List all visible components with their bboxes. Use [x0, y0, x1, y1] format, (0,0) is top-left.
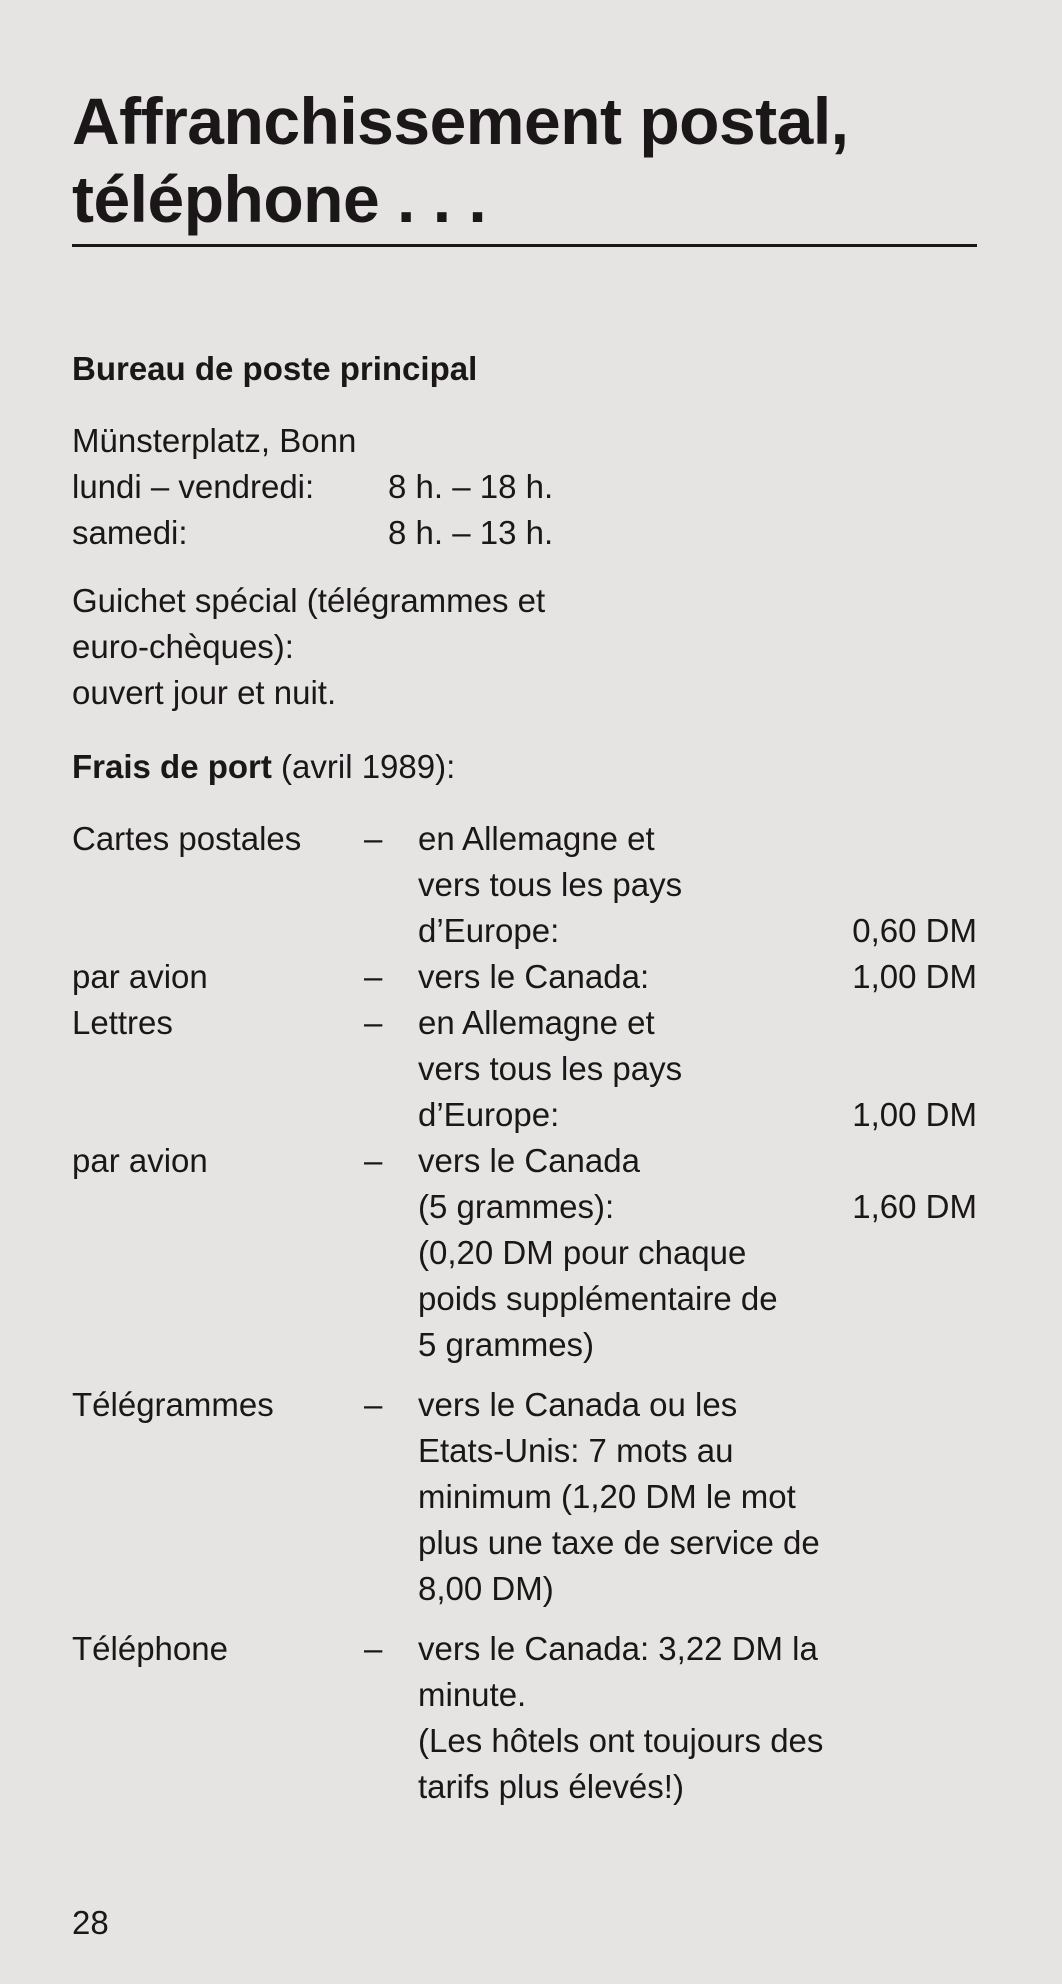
rate-line-text: minimum (1,20 DM le mot [418, 1478, 796, 1515]
rate-line [418, 862, 977, 908]
rate-line-text: 5 grammes) [418, 1326, 595, 1363]
hours-value: 8 h. – 18 h. [388, 468, 554, 505]
rate-line-text: en Allemagne et [418, 1004, 655, 1041]
hours-row [72, 510, 992, 556]
hours-row [72, 464, 992, 510]
rate-dash: – [364, 1004, 383, 1041]
rate-dash: – [364, 820, 383, 857]
rate-line [418, 1184, 977, 1230]
rate-category: par avion [72, 1142, 208, 1179]
rate-line-text: vers le Canada: [418, 958, 650, 995]
rate-line [418, 1276, 977, 1322]
rate-category: Télégrammes [72, 1386, 274, 1423]
rate-description [418, 1138, 977, 1368]
post-office-section [72, 346, 992, 392]
rate-line-text: plus une taxe de service de [418, 1524, 820, 1561]
title-rule [72, 244, 977, 247]
rate-line [418, 1428, 977, 1474]
rate-row [72, 816, 977, 954]
rate-line-text: Etats-Unis: 7 mots au [418, 1432, 734, 1469]
rate-line [418, 1322, 977, 1368]
rate-line [418, 1138, 977, 1184]
rate-line-text: minute. [418, 1676, 527, 1713]
rate-row [72, 1626, 977, 1810]
rate-description [418, 1626, 977, 1810]
rate-line-text: d’Europe: [418, 1096, 560, 1133]
rate-row [72, 954, 977, 1000]
rate-row [72, 1382, 977, 1612]
rate-line-text: poids supplémentaire de [418, 1280, 778, 1317]
special-counter-line: Guichet spécial (télégrammes et [72, 582, 546, 619]
page-number: 28 [72, 1904, 109, 1941]
page-title [72, 82, 992, 238]
rate-line-text: vers le Canada ou les [418, 1386, 738, 1423]
rate-line [418, 1474, 977, 1520]
postage-heading [72, 744, 992, 790]
rate-line [418, 1382, 977, 1428]
rate-dash: – [364, 1630, 383, 1667]
rate-category: Téléphone [72, 1630, 228, 1667]
special-counter-line: euro-chèques): [72, 628, 294, 665]
rate-line-text: en Allemagne et [418, 820, 655, 857]
rate-line-text: 8,00 DM) [418, 1570, 554, 1607]
post-office-address: Münsterplatz, Bonn [72, 422, 357, 459]
rate-line [418, 1046, 977, 1092]
rate-price: 1,60 DM [852, 1188, 977, 1225]
rate-description [418, 816, 977, 954]
postage-heading-bold: Frais de port [72, 748, 272, 785]
special-counter-line: ouvert jour et nuit. [72, 674, 337, 711]
rate-dash: – [364, 958, 383, 995]
rate-description [418, 1000, 977, 1138]
rate-line [418, 954, 977, 1000]
rate-line [418, 1000, 977, 1046]
postage-heading-date: (avril 1989): [271, 748, 456, 785]
title-line-1: Affranchissement postal, [72, 84, 849, 158]
rate-price: 1,00 DM [852, 1096, 977, 1133]
rate-category: Lettres [72, 1004, 173, 1041]
rate-line-text: d’Europe: [418, 912, 560, 949]
rate-price: 1,00 DM [852, 958, 977, 995]
rate-dash: – [364, 1142, 383, 1179]
hours-value: 8 h. – 13 h. [388, 514, 554, 551]
rate-price: 0,60 DM [852, 912, 977, 949]
rate-line [418, 1520, 977, 1566]
rate-line [418, 1764, 977, 1810]
special-counter [72, 578, 992, 716]
rate-dash: – [364, 1386, 383, 1423]
rate-line-text: (0,20 DM pour chaque [418, 1234, 747, 1271]
hours-label: samedi: [72, 514, 188, 551]
rate-row [72, 1000, 977, 1138]
post-office-details [72, 418, 992, 556]
rate-line-text: (Les hôtels ont toujours des [418, 1722, 824, 1759]
rate-line [418, 1092, 977, 1138]
rate-line-text: tarifs plus élevés!) [418, 1768, 684, 1805]
rate-description [418, 1382, 977, 1612]
rate-line-text: vers tous les pays [418, 866, 683, 903]
postage-rates [72, 816, 977, 1810]
rate-category: par avion [72, 958, 208, 995]
rate-line [418, 1718, 977, 1764]
rate-category: Cartes postales [72, 820, 302, 857]
rate-line [418, 816, 977, 862]
rate-line [418, 1626, 977, 1672]
hours-label: lundi – vendredi: [72, 468, 315, 505]
rate-line-text: vers le Canada [418, 1142, 640, 1179]
rate-row [72, 1138, 977, 1368]
title-line-2: téléphone . . . [72, 162, 487, 236]
rate-line [418, 908, 977, 954]
rate-description [418, 954, 977, 1000]
rate-line [418, 1566, 977, 1612]
rate-line-text: vers tous les pays [418, 1050, 683, 1087]
post-office-heading: Bureau de poste principal [72, 350, 478, 387]
rate-line-text: (5 grammes): [418, 1188, 615, 1225]
rate-line [418, 1672, 977, 1718]
rate-line [418, 1230, 977, 1276]
rate-line-text: vers le Canada: 3,22 DM la [418, 1630, 818, 1667]
